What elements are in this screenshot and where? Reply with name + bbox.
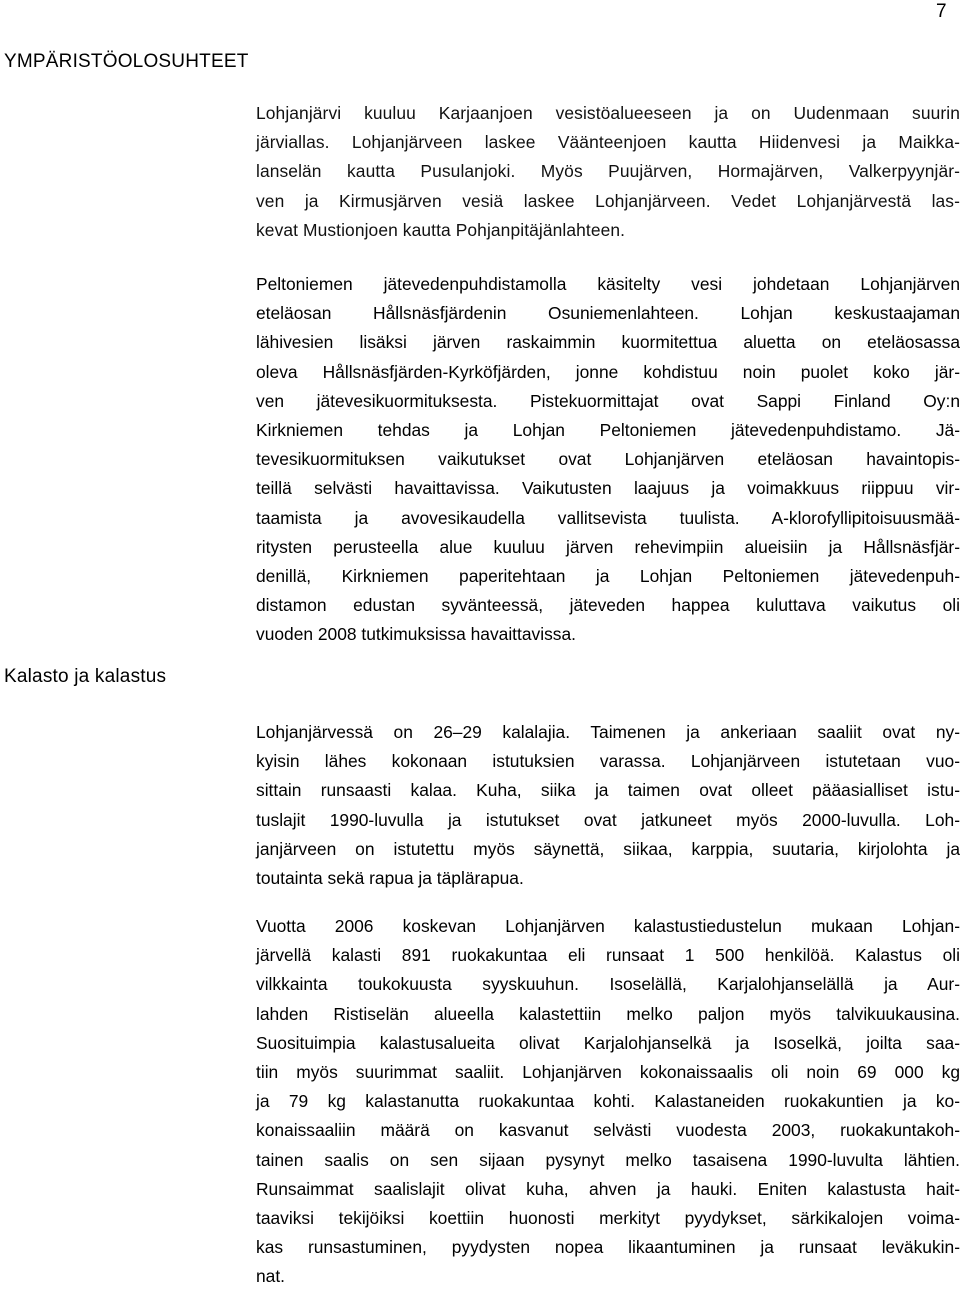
text-line: ritysten perusteella alue kuuluu järven rehevimpiin alueisiin ja Hållsnäsfjär- bbox=[256, 536, 960, 557]
text-line: lanselän kautta Pusulanjoki. Myös Puujärven, Hormajärven, Valkerpyynjär- bbox=[256, 161, 960, 182]
text-line: tevesikuormituksen vaikutukset ovat Lohjanjärven eteläosan havaintopis- bbox=[256, 449, 960, 470]
text-line: denillä, Kirkniemen paperitehtaan ja Lohjan Peltoniemen jätevedenpuh- bbox=[256, 566, 960, 587]
text-line: toutainta sekä rapua ja täplärapua. bbox=[256, 868, 524, 889]
text-line: eteläosan Hållsnäsfjärdenin Osuniemenlahteen. Lohjan keskustaajaman bbox=[256, 303, 960, 324]
text-line: janjärveen on istutettu myös säynettä, siikaa, karppia, suutaria, kirjolohta ja bbox=[256, 838, 960, 859]
paragraph-watershed bbox=[256, 99, 960, 245]
text-line: järvellä kalasti 891 ruokakuntaa eli runsaat 1 500 henkilöä. Kalastus oli bbox=[256, 945, 960, 966]
text-line: konaissaaliin määrä on kasvanut selvästi vuodesta 2003, ruokakuntakoh- bbox=[256, 1120, 960, 1141]
text-line: distamon edustan syvänteessä, jäteveden happea kuluttava vaikutus oli bbox=[256, 595, 960, 616]
text-line: Lohjanjärvi kuuluu Karjaanjoen vesistöalueeseen ja on Uudenmaan suurin bbox=[256, 103, 960, 123]
page-number: 7 bbox=[936, 1, 947, 22]
text-line: kyisin lähes kokonaan istutuksien varassa. Lohjanjärveen istutetaan vuo- bbox=[256, 751, 960, 772]
text-line: ja 79 kg kalastanutta ruokakuntaa kohti. Kalastaneiden ruokakuntien ja ko- bbox=[256, 1091, 960, 1112]
section-heading-environment: YMPÄRISTÖOLOSUHTEET bbox=[4, 51, 249, 72]
text-line: tainen saalis on sen sijaan pysynyt melko tasaisena 1990-luvulta lähtien. bbox=[256, 1149, 960, 1170]
text-line: järviallas. Lohjanjärveen laskee Väänteenjoen kautta Hiidenvesi ja Maikka- bbox=[256, 132, 960, 153]
text-line: taaviksi tekijöiksi koettiin huonosti merkityt pyydykset, särkikalojen voima- bbox=[256, 1208, 960, 1229]
text-line: Runsaimmat saalislajit olivat kuha, ahven ja hauki. Eniten kalastusta hait- bbox=[256, 1178, 960, 1199]
text-line: Suosituimpia kalastusalueita olivat Karjalohjanselkä ja Isoselkä, joilta saa- bbox=[256, 1032, 960, 1053]
text-line: taamista ja avovesikaudella vallitsevista tuulista. A-klorofyllipitoisuusmää- bbox=[256, 507, 960, 528]
text-line: kas runsastuminen, pyydysten nopea likaantuminen ja runsaat leväkukin- bbox=[256, 1237, 960, 1258]
text-line: Peltoniemen jätevedenpuhdistamolla käsitelty vesi johdetaan Lohjanjärven bbox=[256, 274, 960, 294]
text-line: ven jätevesikuormituksesta. Pistekuormittajat ovat Sappi Finland Oy:n bbox=[256, 390, 960, 411]
text-line: ven ja Kirmusjärven vesiä laskee Lohjanjärveen. Vedet Lohjanjärvestä las- bbox=[256, 190, 960, 211]
text-line: Kirkniemen tehdas ja Lohjan Peltoniemen jätevedenpuhdistamo. Jä- bbox=[256, 420, 960, 441]
paragraph-fishing-survey bbox=[256, 912, 960, 1292]
text-line: Lohjanjärvessä on 26–29 kalalajia. Taimenen ja ankeriaan saaliit ovat ny- bbox=[256, 722, 960, 742]
text-line: lahden Ristiselän alueella kalastettiin melko paljon myös talvikuukausina. bbox=[256, 1003, 960, 1024]
text-line: vilkkainta toukokuusta syyskuuhun. Isoselällä, Karjalohjanselällä ja Aur- bbox=[256, 974, 960, 995]
text-line: tiin myös suurimmat saaliit. Lohjanjärven kokonaissaalis oli noin 69 000 kg bbox=[256, 1062, 960, 1083]
text-line: tuslajit 1990-luvulla ja istutukset ovat jatkuneet myös 2000-luvulla. Loh- bbox=[256, 809, 960, 830]
text-line: lähivesien lisäksi järven raskaimmin kuormitettua aluetta on eteläosassa bbox=[256, 332, 960, 353]
text-line: nat. bbox=[256, 1266, 286, 1287]
text-line: teillä selvästi havaittavissa. Vaikutusten laajuus ja voimakkuus riippuu vir- bbox=[256, 478, 960, 499]
paragraph-fish-species bbox=[256, 718, 960, 893]
text-line: Vuotta 2006 koskevan Lohjanjärven kalastustiedustelun mukaan Lohjan- bbox=[256, 916, 960, 936]
section-heading-fish-and-fishing: Kalasto ja kalastus bbox=[4, 666, 167, 687]
text-line: sittain runsaasti kalaa. Kuha, siika ja taimen ovat olleet pääasialliset istu- bbox=[256, 780, 960, 801]
text-line: vuoden 2008 tutkimuksissa havaittavissa. bbox=[256, 624, 576, 645]
text-line: oleva Hållsnäsfjärden-Kyrköfjärden, jonne kohdistuu noin puolet koko jär- bbox=[256, 361, 960, 382]
paragraph-wastewater bbox=[256, 270, 960, 650]
text-line: kevat Mustionjoen kautta Pohjanpitäjänlahteen. bbox=[256, 219, 626, 240]
